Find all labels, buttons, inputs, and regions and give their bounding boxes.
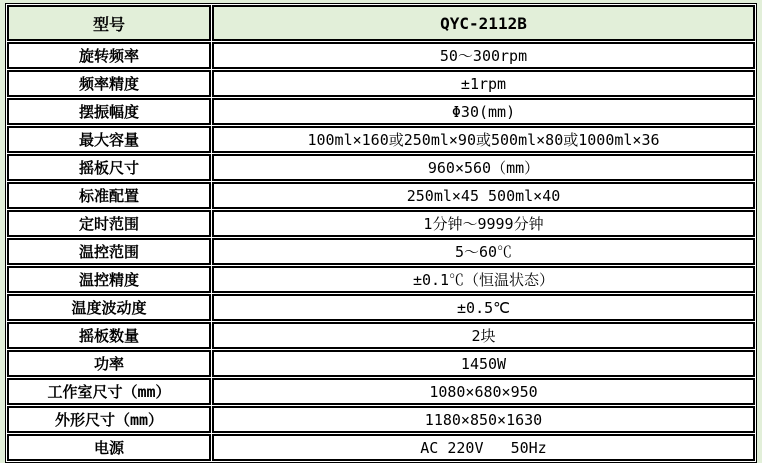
spec-row (7, 210, 755, 237)
spec-label: 摇板尺寸 (7, 154, 211, 181)
spec-label: 旋转频率 (7, 42, 211, 69)
spec-value: 1080×680×950 (212, 378, 755, 405)
spec-value: 1分钟～9999分钟 (212, 210, 755, 237)
spec-value: 250ml×45 500ml×40 (212, 182, 755, 209)
spec-label: 标准配置 (7, 182, 211, 209)
spec-label: 摆振幅度 (7, 98, 211, 125)
spec-label: 摇板数量 (7, 322, 211, 349)
spec-value: 2块 (212, 322, 755, 349)
spec-row (7, 98, 755, 125)
spec-value: 1180×850×1630 (212, 406, 755, 433)
spec-label: 温控精度 (7, 266, 211, 293)
spec-label: 温度波动度 (7, 294, 211, 321)
spec-row (7, 406, 755, 433)
model-header-value: QYC-2112B (212, 5, 755, 41)
spec-label: 外形尺寸（mm） (7, 406, 211, 433)
spec-row (7, 378, 755, 405)
spec-value: 960×560（mm） (212, 154, 755, 181)
spec-label: 工作室尺寸（mm） (7, 378, 211, 405)
spec-row (7, 434, 755, 461)
spec-row (7, 266, 755, 293)
spec-value: 1450W (212, 350, 755, 377)
spec-row (7, 154, 755, 181)
spec-value: 5～60℃ (212, 238, 755, 265)
spec-table-body (7, 5, 755, 461)
spec-value: ±0.5℃ (212, 294, 755, 321)
spec-row (7, 42, 755, 69)
spec-table (5, 3, 757, 463)
spec-value: 100ml×160或250ml×90或500ml×80或1000ml×36 (212, 126, 755, 153)
spec-label: 电源 (7, 434, 211, 461)
spec-label: 功率 (7, 350, 211, 377)
spec-value: ±1rpm (212, 70, 755, 97)
spec-row (7, 182, 755, 209)
spec-row (7, 238, 755, 265)
model-header-label: 型号 (7, 5, 211, 41)
spec-row (7, 322, 755, 349)
spec-label: 定时范围 (7, 210, 211, 237)
spec-row (7, 126, 755, 153)
spec-label: 频率精度 (7, 70, 211, 97)
spec-value: ±0.1℃（恒温状态） (212, 266, 755, 293)
spec-value: AC 220V 50Hz (212, 434, 755, 461)
spec-row (7, 294, 755, 321)
spec-label: 最大容量 (7, 126, 211, 153)
spec-row (7, 70, 755, 97)
spec-value: 50～300rpm (212, 42, 755, 69)
spec-value: Φ30(mm) (212, 98, 755, 125)
spec-row (7, 350, 755, 377)
spec-header-row (7, 5, 755, 41)
spec-label: 温控范围 (7, 238, 211, 265)
